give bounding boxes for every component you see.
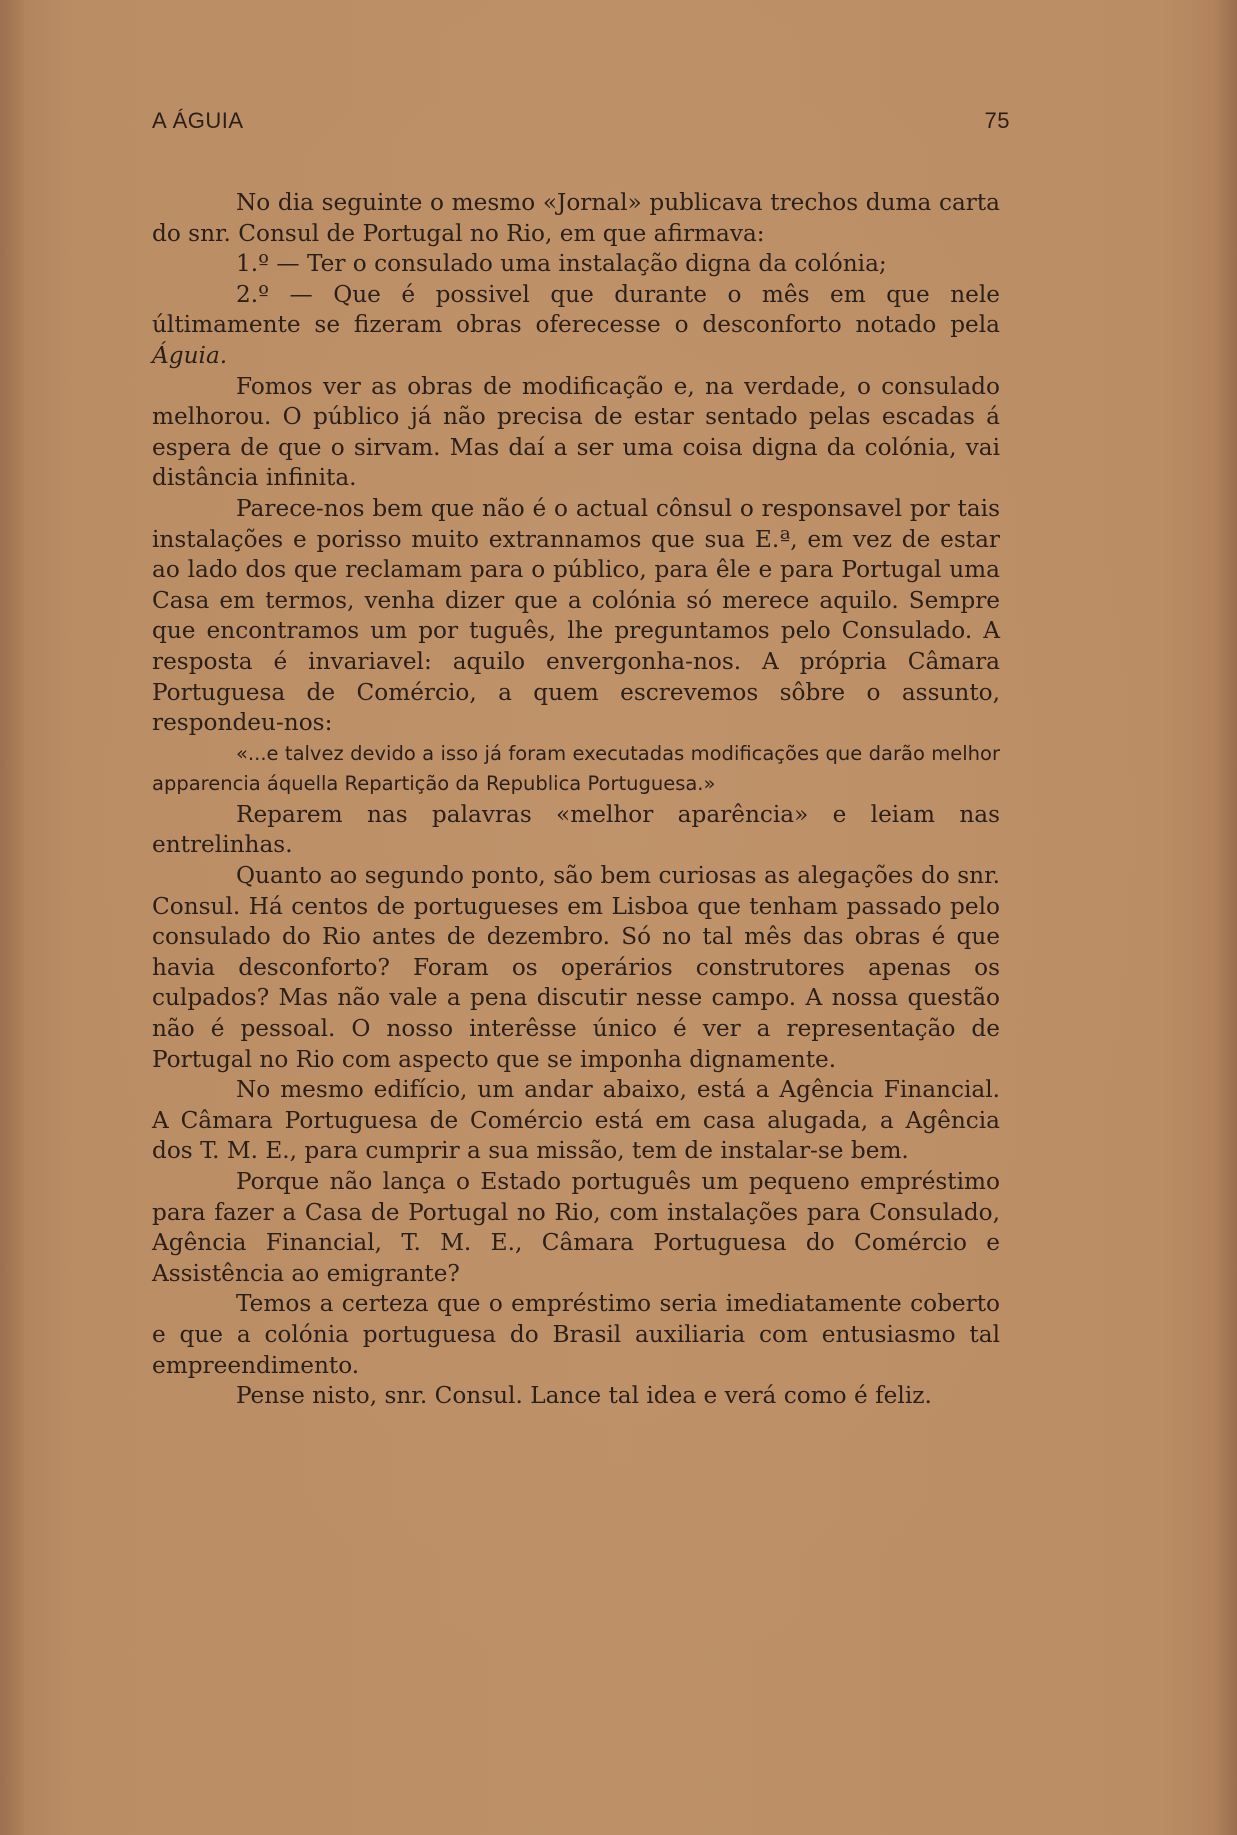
italic-title: Águia. — [152, 341, 228, 369]
running-header — [152, 108, 1010, 138]
paragraph: Parece-nos bem que não é o actual cônsul o responsavel por tais instalações e porisso muito extrannamos que sua E.ª, em vez de estar ao lado dos que reclamam para o público, para êle e para Portugal uma Casa em termos, venha dizer que a colónia só merece aquilo. Sempre que encontramos um por tuguês, lhe preguntamos pelo Consulado. A resposta é invariavel: aquilo envergonha-nos. A própria Câmara Portuguesa de Comércio, a quem escrevemos sôbre o assunto, respondeu-nos: — [152, 494, 1000, 737]
paragraph: 1.º — Ter o consulado uma instalação digna da colónia; — [236, 250, 887, 278]
journal-title: A ÁGUIA — [152, 108, 244, 133]
page-number: 75 — [984, 108, 1010, 133]
paragraph-text: 2.º — Que é possivel que durante o mês em que nele últimamente se fizeram obras oferecesse o desconforto notado pela — [152, 280, 1000, 339]
paragraph: Quanto ao segundo ponto, são bem curiosas as alegações do snr. Consul. Há centos de portugueses em Lisboa que tenham passado pelo consulado do Rio antes de dezembro. Só no tal mês das obras é que havia desconforto? Foram os operários construtores apenas os culpados? Mas não vale a pena discutir nesse campo. A nossa questão não é pessoal. O nosso interêsse único é ver a representação de Portugal no Rio com aspecto que se imponha dignamente. — [152, 862, 1000, 1073]
paragraph: No dia seguinte o mesmo «Jornal» publicava trechos duma carta do snr. Consul de Portugal no Rio, em que afirmava: — [152, 189, 1000, 247]
article-body — [152, 188, 1000, 1412]
page-edge-shadow-left — [0, 0, 26, 1835]
page-edge-shadow-right — [1215, 0, 1237, 1835]
paragraph: No mesmo edifício, um andar abaixo, está a Agência Financial. A Câmara Portuguesa de Comércio está em casa alugada, a Agência dos T. M. E., para cumprir a sua missão, tem de instalar-se bem. — [152, 1076, 1000, 1165]
paragraph: Pense nisto, snr. Consul. Lance tal idea e verá como é feliz. — [236, 1382, 932, 1410]
block-quote: «...e talvez devido a isso já foram executadas modificações que darão melhor apparencia áquella Repartição da Republica Portuguesa.» — [152, 741, 1000, 796]
paragraph: Porque não lança o Estado português um pequeno empréstimo para fazer a Casa de Portugal no Rio, com instalações para Consulado, Agência Financial, T. M. E., Câmara Portuguesa do Comércio e Assistência ao emigrante? — [152, 1168, 1000, 1287]
paragraph-with-italic — [152, 280, 1000, 372]
paragraph: Fomos ver as obras de modificação e, na verdade, o consulado melhorou. O público já não precisa de estar sentado pelas escadas á espera de que o sirvam. Mas daí a ser uma coisa digna da colónia, vai distância infinita. — [152, 372, 1000, 492]
paragraph: Reparem nas palavras «melhor aparência» e leiam nas entrelinhas. — [152, 800, 1000, 859]
paragraph: Temos a certeza que o empréstimo seria imediatamente coberto e que a colónia portuguesa do Brasil auxiliaria com entusiasmo tal empreendimento. — [152, 1290, 1000, 1379]
